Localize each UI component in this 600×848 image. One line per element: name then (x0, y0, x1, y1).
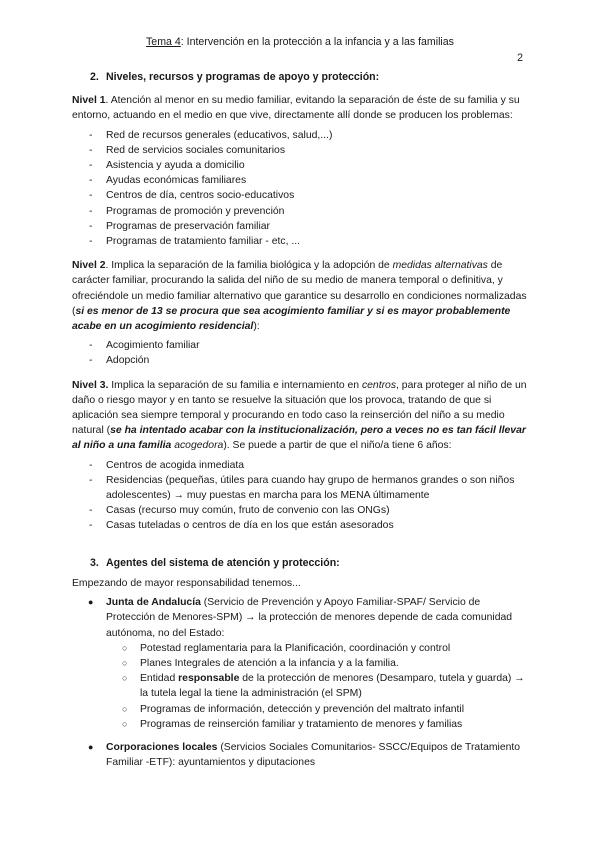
section-2-number: 2. (90, 71, 99, 83)
page-number: 2 (517, 52, 523, 64)
nivel-2-text-a: . Implica la separación de la familia biológica y la adopción de (105, 260, 393, 272)
item3-text-b: de la protección de menores (Desamparo, tutela y guarda) → la tutela legal la tiene la administración (el SPM) (140, 673, 525, 700)
nivel-3-italic-b: acogedora (171, 440, 224, 452)
list-item: - Red de recursos generales (educativos, salud,...) (72, 128, 530, 143)
nivel-1-label: Nivel 1 (72, 95, 106, 107)
nivel-1-paragraph (72, 93, 530, 123)
list-item (106, 671, 530, 701)
nivel-2-emphasis: si es menor de 13 se procura que sea acogimiento familiar y si es mayor probablemente acabe en un acogimiento residencial (72, 305, 511, 333)
nivel-2-text-c: ): (253, 321, 260, 333)
list-item: - Residencias (pequeñas, útiles para cuando hay grupo de hermanos grandes o son niños adolescentes) → muy puestas en marcha para los MENA últimamente (72, 473, 530, 503)
list-item: ○ Programas de reinserción familiar y tratamiento de menores y familias (106, 717, 530, 732)
nivel-2-italic-a: medidas alternativas (392, 260, 488, 272)
section-3-number: 3. (90, 556, 99, 569)
header-title: : Intervención en la protección a la infancia y a las familias (180, 36, 454, 48)
nivel-2-list (72, 338, 530, 368)
corporaciones-label: Corporaciones locales (106, 741, 218, 753)
page-header (0, 36, 600, 48)
agent-junta (72, 595, 530, 732)
nivel-3-text-a: Implica la separación de su familia e internamiento en (108, 379, 362, 391)
list-item: ○ Programas de información, detección y prevención del maltrato infantil (106, 702, 530, 717)
nivel-1-text: . Atención al menor en su medio familiar, evitando la separación de éste de su familia y su entorno, actuando en el medio en que vive, directamente allí donde se producen los problemas: (72, 95, 520, 122)
nivel-1-list (72, 128, 530, 250)
section-3-intro: Empezando de mayor responsabilidad tenemos... (72, 577, 301, 589)
nivel-3-italic-a: centros (361, 379, 397, 391)
list-item: - Casas (recurso muy común, fruto de convenio con las ONGs) (72, 503, 530, 518)
list-item: - Centros de acogida inmediata (72, 458, 530, 473)
list-item: - Acogimiento familiar (72, 338, 530, 353)
list-item: - Programas de promoción y prevención (72, 204, 530, 219)
list-item: - Asistencia y ayuda a domicilio (72, 158, 530, 173)
nivel-3-emphasis: se ha intentado acabar con la institucionalización, pero a veces no es tan fácil llevar al niño a una familia (72, 425, 526, 452)
section-3-heading (72, 556, 530, 571)
nivel-3-text-c: ). Se puede a partir de que el niño/a tiene 6 años: (223, 440, 452, 452)
document-body (72, 70, 530, 770)
agent-corporaciones (72, 740, 530, 770)
list-item: - Adopción (72, 353, 530, 368)
junta-text: (Servicio de Prevención y Apoyo Familiar-SPAF/ Servicio de Protección de Menores-SPM) → la protección de menores depende de cada comunidad autónoma, no del Estado: (106, 597, 513, 639)
junta-sublist (106, 641, 530, 732)
item3-bold: responsable (178, 673, 240, 685)
nivel-3-paragraph (72, 378, 530, 454)
list-item: - Programas de tratamiento familiar - etc, ... (72, 234, 530, 249)
nivel-2-label: Nivel 2 (72, 260, 106, 272)
section-2-title: Niveles, recursos y programas de apoyo y protección: (106, 71, 380, 83)
list-item: - Ayudas económicas familiares (72, 173, 530, 188)
nivel-2-text-b: de carácter familiar, procurando la salida del niño de su medio de manera temporal o definitiva, y ofreciéndole un medio familiar alternativo que garantice su desarrollo en condiciones normalizadas ( (72, 260, 527, 317)
junta-label: Junta de Andalucía (106, 597, 201, 609)
section-3-title: Agentes del sistema de atención y protección: (106, 556, 340, 569)
list-item: ○ Planes Integrales de atención a la infancia y a la familia. (106, 656, 530, 671)
list-item: ○ Potestad reglamentaria para la Planificación, coordinación y control (106, 641, 530, 656)
nivel-3-label: Nivel 3. (72, 379, 109, 391)
nivel-3-text-b: , para proteger al niño de un daño o riesgo mayor y en tanto se resuelve la situación que los provoca, tratando de que si aplicación sea siempre temporal y procurando en todo caso la reinserción del niño a su medio natural ( (72, 379, 527, 437)
agents-list (72, 595, 530, 770)
list-item: - Casas tuteladas o centros de día en los que están asesorados (72, 518, 530, 533)
list-item: - Red de servicios sociales comunitarios (72, 143, 530, 158)
section-2-heading (72, 70, 530, 85)
list-item: - Programas de preservación familiar (72, 219, 530, 234)
corporaciones-text: (Servicios Sociales Comunitarios- SSCC/Equipos de Tratamiento Familiar -ETF): ayuntamientos y diputaciones (106, 741, 521, 769)
nivel-3-list (72, 458, 530, 534)
list-item: - Centros de día, centros socio-educativos (72, 188, 530, 203)
item3-text-a: Entidad (140, 673, 179, 685)
header-tema-label: Tema 4 (146, 36, 181, 48)
nivel-2-paragraph (72, 258, 530, 334)
